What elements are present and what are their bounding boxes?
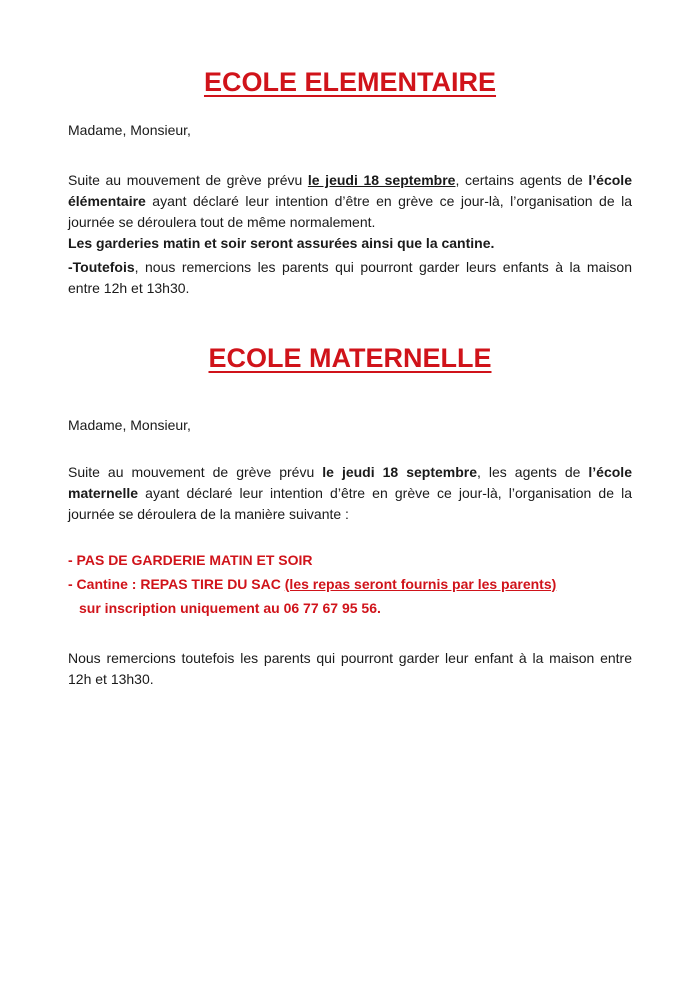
strike-date: le jeudi 18 septembre [307,172,456,188]
elementaire-salutation: Madame, Monsieur, [68,122,191,138]
maternelle-title: ECOLE MATERNELLE [208,343,492,373]
text: , certains agents de [455,172,589,188]
school-name: l’école élémentaire [68,172,632,209]
text: ayant déclaré leur intention d’être en grève ce jour-là, l’organisation de la journée se déroulera de la manière suivante : [68,485,632,522]
maternelle-item-garderie: - PAS DE GARDERIE MATIN ET SOIR [68,552,313,568]
elementaire-title: ECOLE ELEMENTAIRE [203,67,497,97]
maternelle-salutation: Madame, Monsieur, [68,417,191,433]
maternelle-paragraph-1 [68,462,632,525]
repas-note: (les repas seront fournis par les parents) [284,576,557,592]
school-name: l’école maternelle [68,464,632,501]
toutefois: -Toutefois [68,259,135,275]
maternelle-item-inscription: sur inscription uniquement au 06 77 67 95 56. [79,600,381,616]
text: , nous remercions les parents qui pourront garder leurs enfants à la maison entre 12h et 13h30. [68,259,632,296]
elementaire-paragraph-3 [68,257,632,299]
elementaire-paragraph-2: Les garderies matin et soir seront assurées ainsi que la cantine. [68,235,495,251]
text: ayant déclaré leur intention d’être en grève ce jour-là, l’organisation de la journée se déroulera tout de même normalement. [68,193,632,230]
text: Suite au mouvement de grève prévu [68,464,323,480]
text: - Cantine : REPAS TIRE DU SAC [68,576,285,592]
text: , les agents de [477,464,589,480]
maternelle-closing: Nous remercions toutefois les parents qui pourront garder leur enfant à la maison entre 12h et 13h30. [68,650,632,687]
maternelle-item-cantine [68,574,632,595]
text: Suite au mouvement de grève prévu [68,172,308,188]
elementaire-paragraph-1 [68,170,632,233]
strike-date: le jeudi 18 septembre [322,464,477,480]
